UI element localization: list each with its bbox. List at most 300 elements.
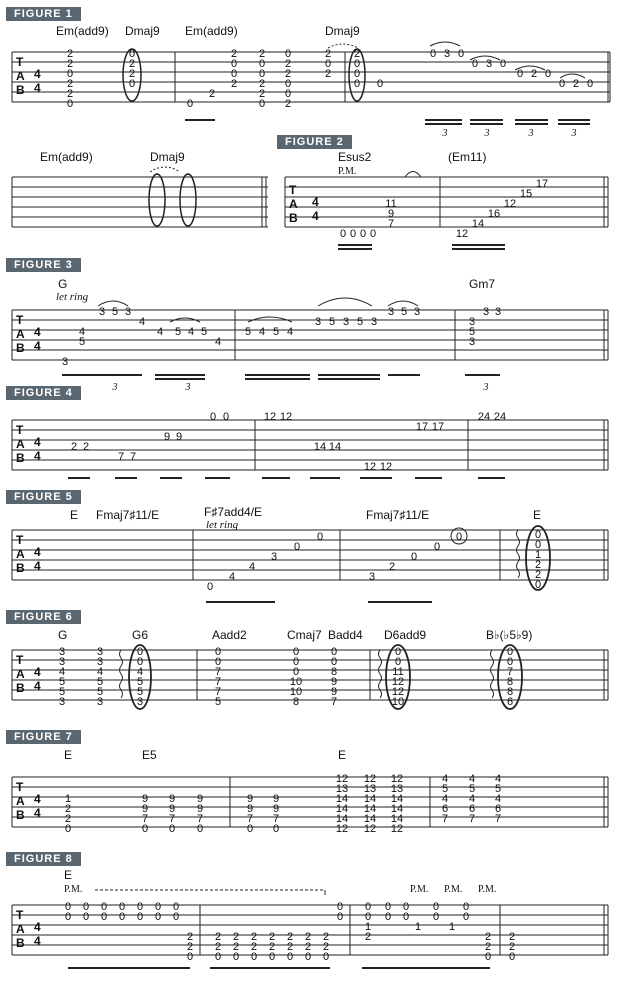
svg-text:17: 17 [535, 178, 549, 190]
chord-label: B♭(♭5♭9) [486, 628, 533, 642]
svg-text:6: 6 [494, 803, 502, 815]
svg-text:0: 0 [353, 68, 361, 80]
svg-text:0: 0 [292, 646, 300, 658]
figure-2-label: FIGURE 2 [277, 135, 352, 149]
chord-label: E [64, 748, 73, 762]
svg-text:2: 2 [286, 931, 294, 943]
svg-text:7: 7 [214, 666, 222, 678]
svg-text:5: 5 [272, 326, 280, 338]
svg-text:7: 7 [246, 813, 254, 825]
svg-text:4: 4 [468, 793, 476, 805]
chord-label: Dmaj9 [150, 150, 185, 164]
svg-text:7: 7 [214, 686, 222, 698]
svg-text:5: 5 [244, 326, 252, 338]
svg-text:0: 0 [250, 951, 258, 963]
chord-label: G6 [132, 628, 149, 642]
svg-text:2: 2 [508, 941, 516, 953]
svg-text:3: 3 [58, 646, 66, 658]
svg-text:3: 3 [482, 306, 490, 318]
svg-text:3: 3 [442, 128, 448, 139]
svg-text:1: 1 [64, 793, 72, 805]
svg-text:0: 0 [432, 901, 440, 913]
svg-text:2: 2 [364, 931, 372, 943]
figure-5-label: FIGURE 5 [6, 490, 81, 504]
svg-text:3: 3 [494, 306, 502, 318]
fig3-fret-numbers [62, 306, 501, 368]
svg-text:4: 4 [312, 209, 319, 223]
svg-text:0: 0 [304, 951, 312, 963]
svg-text:0: 0 [64, 911, 72, 923]
svg-text:11: 11 [385, 198, 397, 210]
svg-text:2: 2 [508, 931, 516, 943]
svg-text:2: 2 [232, 931, 240, 943]
svg-text:7: 7 [141, 813, 149, 825]
svg-text:3: 3 [370, 316, 378, 328]
svg-text:0: 0 [222, 411, 230, 423]
svg-text:0: 0 [154, 901, 162, 913]
svg-text:0: 0 [316, 531, 324, 543]
svg-text:4: 4 [34, 792, 41, 806]
svg-text:0: 0 [402, 911, 410, 923]
tab-clef-8 [16, 908, 41, 950]
svg-text:12: 12 [363, 773, 377, 785]
svg-text:2: 2 [258, 88, 266, 100]
svg-text:5: 5 [136, 676, 144, 688]
svg-text:3: 3 [485, 58, 493, 70]
svg-text:4: 4 [138, 316, 146, 328]
svg-text:5: 5 [214, 696, 222, 708]
svg-text:13: 13 [363, 783, 377, 795]
figure-3-label: FIGURE 3 [6, 258, 81, 272]
svg-text:12: 12 [263, 411, 277, 423]
svg-text:2: 2 [64, 803, 72, 815]
svg-text:0: 0 [455, 531, 463, 543]
svg-text:2: 2 [258, 78, 266, 90]
svg-text:0: 0 [209, 411, 217, 423]
svg-text:3: 3 [58, 696, 66, 708]
palm-mute-label: P.M. [444, 884, 463, 895]
svg-text:5: 5 [78, 336, 86, 348]
svg-text:B: B [16, 808, 25, 822]
chord-label: Fmaj7♯11/E [366, 508, 430, 522]
svg-text:0: 0 [586, 78, 594, 90]
svg-text:0: 0 [82, 911, 90, 923]
svg-text:0: 0 [258, 68, 266, 80]
svg-text:24: 24 [493, 411, 507, 423]
svg-text:0: 0 [462, 911, 470, 923]
chord-label: G [58, 277, 68, 291]
svg-text:5: 5 [356, 316, 364, 328]
svg-text:14: 14 [363, 793, 377, 805]
svg-text:0: 0 [230, 68, 238, 80]
svg-text:0: 0 [293, 541, 301, 553]
svg-text:9: 9 [168, 803, 176, 815]
svg-text:0: 0 [128, 78, 136, 90]
svg-text:2: 2 [64, 813, 72, 825]
chord-label: D6add9 [384, 628, 427, 642]
svg-text:0: 0 [230, 58, 238, 70]
svg-text:5: 5 [96, 686, 104, 698]
svg-text:14: 14 [313, 441, 327, 453]
chord-label: Em(add9) [185, 24, 238, 38]
svg-text:2: 2 [530, 68, 538, 80]
svg-text:8: 8 [506, 676, 514, 688]
svg-text:0: 0 [292, 666, 300, 678]
svg-text:15: 15 [519, 188, 533, 200]
svg-text:0: 0 [66, 68, 74, 80]
svg-text:7: 7 [129, 451, 137, 463]
svg-text:3: 3 [270, 551, 278, 563]
svg-text:14: 14 [335, 803, 349, 815]
chord-label: Esus2 [338, 150, 372, 164]
svg-text:A: A [289, 197, 298, 211]
svg-text:0: 0 [484, 951, 492, 963]
svg-text:0: 0 [172, 901, 180, 913]
svg-text:2: 2 [232, 941, 240, 953]
svg-text:3: 3 [314, 316, 322, 328]
staff-2 [12, 167, 608, 249]
svg-text:4: 4 [34, 325, 41, 339]
figure-6-label: FIGURE 6 [6, 610, 81, 624]
svg-text:7: 7 [330, 696, 338, 708]
svg-text:2: 2 [284, 58, 292, 70]
svg-text:24: 24 [477, 411, 491, 423]
svg-text:2: 2 [66, 58, 74, 70]
svg-text:2: 2 [268, 941, 276, 953]
svg-text:9: 9 [163, 431, 171, 443]
svg-text:14: 14 [335, 813, 349, 825]
svg-text:0: 0 [516, 68, 524, 80]
svg-text:B: B [16, 681, 25, 695]
svg-text:2: 2 [322, 941, 330, 953]
svg-text:4: 4 [34, 435, 41, 449]
time-sig-top: 4 [34, 67, 41, 81]
chord-label: (Em11) [448, 150, 487, 164]
svg-text:2: 2 [268, 931, 276, 943]
svg-text:10: 10 [289, 676, 303, 688]
svg-text:2: 2 [82, 441, 90, 453]
tab-clef-2 [289, 183, 319, 225]
svg-text:4: 4 [494, 773, 502, 785]
svg-text:3: 3 [483, 382, 489, 393]
svg-text:0: 0 [154, 911, 162, 923]
svg-text:2: 2 [214, 931, 222, 943]
fig1-fret-numbers [67, 48, 593, 110]
svg-text:3: 3 [96, 656, 104, 668]
svg-text:0: 0 [359, 228, 367, 240]
svg-text:T: T [16, 653, 24, 667]
svg-text:0: 0 [471, 58, 479, 70]
svg-text:B: B [289, 211, 298, 225]
svg-text:0: 0 [232, 951, 240, 963]
svg-text:1: 1 [448, 921, 456, 933]
time-sig-bottom: 4 [34, 81, 41, 95]
svg-text:0: 0 [506, 656, 514, 668]
svg-text:9: 9 [175, 431, 183, 443]
svg-text:0: 0 [214, 656, 222, 668]
chord-label: Em(add9) [40, 150, 93, 164]
svg-text:9: 9 [196, 793, 204, 805]
svg-text:2: 2 [286, 941, 294, 953]
svg-text:17: 17 [431, 421, 445, 433]
svg-text:5: 5 [58, 686, 66, 698]
svg-text:2: 2 [66, 48, 74, 60]
svg-text:5: 5 [468, 783, 476, 795]
chord-label: E5 [142, 748, 157, 762]
chord-label: E [533, 508, 542, 522]
svg-text:3: 3 [484, 128, 490, 139]
svg-text:0: 0 [544, 68, 552, 80]
svg-text:13: 13 [390, 783, 404, 795]
svg-text:B: B [16, 936, 25, 950]
svg-text:2: 2 [250, 941, 258, 953]
chord-label: F♯7add4/E [204, 505, 263, 519]
svg-text:6: 6 [506, 696, 514, 708]
let-ring-label: let ring [206, 519, 239, 531]
chord-label: E [64, 868, 73, 882]
svg-text:0: 0 [186, 951, 194, 963]
svg-text:0: 0 [186, 98, 194, 110]
svg-text:0: 0 [214, 646, 222, 658]
svg-text:0: 0 [82, 901, 90, 913]
svg-text:12: 12 [390, 773, 404, 785]
svg-text:4: 4 [34, 339, 41, 353]
svg-text:0: 0 [136, 911, 144, 923]
svg-text:3: 3 [468, 336, 476, 348]
svg-text:0: 0 [364, 901, 372, 913]
svg-text:2: 2 [304, 941, 312, 953]
svg-text:0: 0 [394, 656, 402, 668]
svg-text:0: 0 [457, 48, 465, 60]
svg-text:3: 3 [387, 306, 395, 318]
svg-text:7: 7 [196, 813, 204, 825]
svg-text:0: 0 [258, 98, 266, 110]
svg-text:4: 4 [34, 679, 41, 693]
svg-text:0: 0 [508, 951, 516, 963]
svg-text:T: T [16, 423, 24, 437]
svg-text:0: 0 [136, 646, 144, 658]
svg-text:7: 7 [214, 676, 222, 688]
svg-text:12: 12 [391, 686, 405, 698]
chord-label: Cmaj7 [287, 628, 322, 642]
tab-clef-1 [16, 55, 41, 97]
svg-text:3: 3 [112, 382, 118, 393]
svg-text:4: 4 [214, 336, 222, 348]
svg-text:12: 12 [503, 198, 517, 210]
svg-text:2: 2 [214, 941, 222, 953]
tab-clef-3 [16, 313, 41, 355]
tab-letter-b: B [16, 83, 25, 97]
fig6-fret-numbers [59, 646, 513, 708]
svg-text:3: 3 [368, 571, 376, 583]
svg-text:0: 0 [172, 911, 180, 923]
svg-text:2: 2 [258, 48, 266, 60]
svg-text:4: 4 [468, 773, 476, 785]
svg-text:14: 14 [363, 803, 377, 815]
svg-text:7: 7 [387, 218, 395, 230]
svg-text:B: B [16, 341, 25, 355]
svg-text:2: 2 [324, 48, 332, 60]
svg-text:4: 4 [34, 920, 41, 934]
svg-text:0: 0 [118, 901, 126, 913]
svg-text:0: 0 [206, 581, 214, 593]
svg-text:2: 2 [304, 931, 312, 943]
svg-text:9: 9 [168, 793, 176, 805]
svg-text:9: 9 [330, 676, 338, 688]
svg-text:2: 2 [66, 88, 74, 100]
figure-8-label: FIGURE 8 [6, 852, 81, 866]
svg-text:3: 3 [61, 356, 69, 368]
svg-text:5: 5 [468, 326, 476, 338]
svg-text:0: 0 [214, 951, 222, 963]
svg-text:0: 0 [136, 656, 144, 668]
svg-text:0: 0 [384, 911, 392, 923]
svg-text:5: 5 [96, 676, 104, 688]
svg-text:0: 0 [286, 951, 294, 963]
chord-label: E [338, 748, 347, 762]
svg-text:0: 0 [558, 78, 566, 90]
svg-text:3: 3 [98, 306, 106, 318]
svg-text:0: 0 [336, 901, 344, 913]
staff-5 [12, 526, 608, 602]
svg-text:7: 7 [117, 451, 125, 463]
svg-text:4: 4 [96, 666, 104, 678]
svg-text:0: 0 [100, 911, 108, 923]
svg-text:4: 4 [187, 326, 195, 338]
chord-label: E [70, 508, 79, 522]
svg-text:13: 13 [335, 783, 349, 795]
svg-text:14: 14 [328, 441, 342, 453]
svg-text:3: 3 [571, 128, 577, 139]
svg-text:5: 5 [400, 306, 408, 318]
svg-text:12: 12 [455, 228, 469, 240]
svg-text:2: 2 [128, 68, 136, 80]
svg-text:4: 4 [258, 326, 266, 338]
svg-text:8: 8 [292, 696, 300, 708]
svg-text:4: 4 [34, 934, 41, 948]
svg-text:A: A [16, 327, 25, 341]
svg-text:2: 2 [186, 931, 194, 943]
palm-mute-label: P.M. [410, 884, 429, 895]
svg-text:0: 0 [258, 58, 266, 70]
tab-letter-t: T [16, 55, 24, 69]
svg-text:5: 5 [111, 306, 119, 318]
svg-text:9: 9 [196, 803, 204, 815]
svg-text:0: 0 [118, 911, 126, 923]
svg-text:0: 0 [272, 823, 280, 835]
svg-text:T: T [289, 183, 297, 197]
svg-text:6: 6 [468, 803, 476, 815]
svg-text:4: 4 [34, 559, 41, 573]
svg-text:0: 0 [196, 823, 204, 835]
svg-text:3: 3 [443, 48, 451, 60]
svg-text:0: 0 [322, 951, 330, 963]
svg-text:B: B [16, 561, 25, 575]
chord-label: G [58, 628, 68, 642]
fig8-fret-numbers [65, 901, 515, 963]
svg-text:12: 12 [379, 461, 393, 473]
svg-text:0: 0 [141, 823, 149, 835]
svg-text:4: 4 [312, 195, 319, 209]
svg-text:17: 17 [415, 421, 429, 433]
svg-text:0: 0 [246, 823, 254, 835]
svg-text:14: 14 [471, 218, 485, 230]
staff-4 [12, 420, 608, 478]
svg-text:8: 8 [506, 686, 514, 698]
svg-text:2: 2 [324, 68, 332, 80]
svg-text:0: 0 [534, 579, 542, 591]
staff-7 [12, 777, 608, 827]
tab-clef-5 [16, 533, 41, 575]
svg-text:0: 0 [462, 901, 470, 913]
svg-text:14: 14 [390, 813, 404, 825]
svg-text:12: 12 [390, 823, 404, 835]
svg-text:0: 0 [402, 901, 410, 913]
svg-text:2: 2 [230, 78, 238, 90]
palm-mute-label: P.M. [478, 884, 497, 895]
svg-text:A: A [16, 437, 25, 451]
svg-text:0: 0 [506, 646, 514, 658]
svg-text:0: 0 [433, 541, 441, 553]
svg-text:1: 1 [414, 921, 422, 933]
svg-text:9: 9 [272, 803, 280, 815]
svg-text:0: 0 [364, 911, 372, 923]
svg-text:14: 14 [390, 793, 404, 805]
svg-text:0: 0 [284, 78, 292, 90]
svg-text:14: 14 [335, 793, 349, 805]
figure-1-label: FIGURE 1 [6, 7, 81, 21]
svg-text:2: 2 [388, 561, 396, 573]
svg-text:0: 0 [168, 823, 176, 835]
svg-text:4: 4 [78, 326, 86, 338]
svg-text:4: 4 [34, 665, 41, 679]
svg-text:1: 1 [364, 921, 372, 933]
svg-text:A: A [16, 922, 25, 936]
svg-text:5: 5 [328, 316, 336, 328]
chord-label: Fmaj7♯11/E [96, 508, 160, 522]
svg-text:9: 9 [272, 793, 280, 805]
svg-text:3: 3 [96, 696, 104, 708]
svg-text:3: 3 [413, 306, 421, 318]
chord-label: Dmaj9 [325, 24, 360, 38]
svg-text:0: 0 [429, 48, 437, 60]
fig7-fret-numbers [65, 773, 501, 835]
svg-text:4: 4 [136, 666, 144, 678]
chord-label: Dmaj9 [125, 24, 160, 38]
svg-text:3: 3 [96, 646, 104, 658]
svg-text:4: 4 [34, 806, 41, 820]
svg-text:0: 0 [64, 823, 72, 835]
svg-text:2: 2 [250, 931, 258, 943]
fig5-fret-numbers [207, 529, 541, 593]
svg-text:12: 12 [363, 461, 377, 473]
svg-text:T: T [16, 780, 24, 794]
svg-text:0: 0 [384, 901, 392, 913]
svg-text:2: 2 [322, 931, 330, 943]
svg-text:12: 12 [335, 773, 349, 785]
svg-text:12: 12 [279, 411, 293, 423]
svg-text:4: 4 [34, 449, 41, 463]
tab-letter-a: A [16, 69, 25, 83]
svg-text:3: 3 [136, 696, 144, 708]
tab-clef-7 [16, 780, 41, 822]
svg-text:3: 3 [58, 656, 66, 668]
svg-text:0: 0 [339, 228, 347, 240]
svg-text:9: 9 [141, 803, 149, 815]
svg-text:3: 3 [124, 306, 132, 318]
svg-text:2: 2 [186, 941, 194, 953]
svg-text:0: 0 [128, 48, 136, 60]
